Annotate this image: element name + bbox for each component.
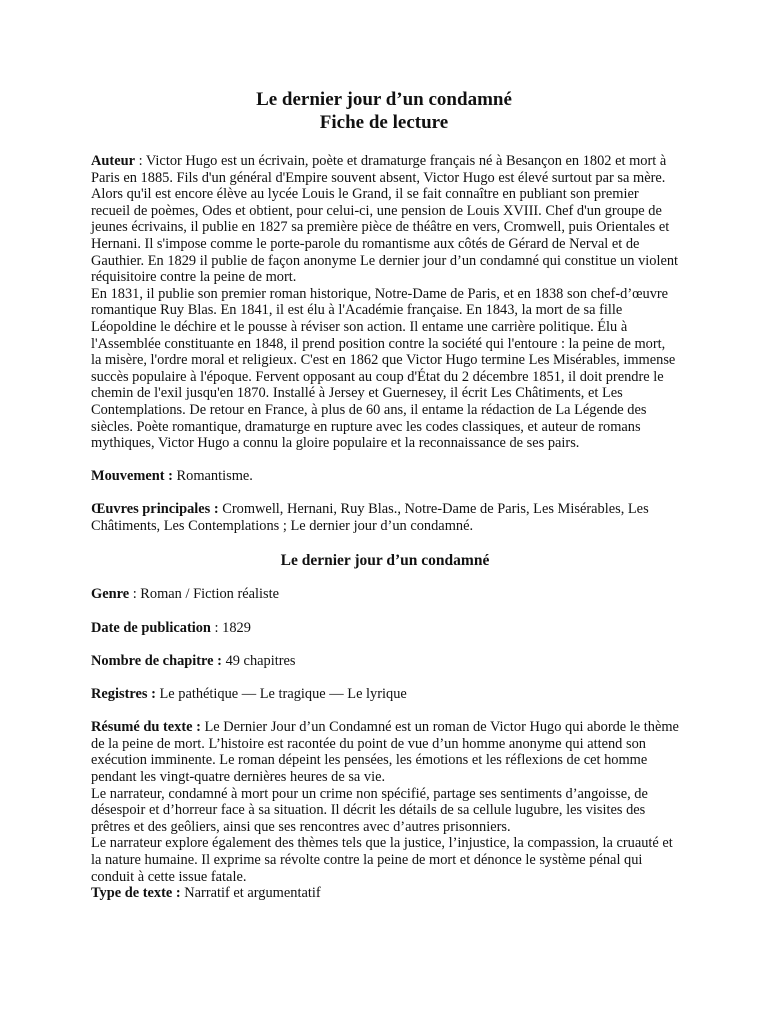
summary-text: Le Dernier Jour d’un Condamné est un roman de Victor Hugo qui aborde le thème de la peine de mort. L’histoire est racontée du point de vue d’un homme anonyme qui attend son exécution imminente. Le roman dépeint les pensées, les émotions et les réflexions de cet homme pendant les vingt-quatre dernières heures de sa vie. [91,719,679,785]
publication-label: Date de publication [91,619,211,636]
registers-label: Registres : [91,686,156,702]
title-line-1: Le dernier jour d’un condamné [256,89,512,110]
text-type-text: Narratif et argumentatif [180,885,321,902]
publication-text: : 1829 [210,619,251,636]
text-type-label: Type de texte : [91,885,181,902]
author-text: Victor Hugo est un écrivain, poète et dramaturge français né à Besançon en 1802 et mort à Paris en 1885. Fils d'un général d'Empire souvent absent, Victor Hugo est élevé surtout par sa mère. Alors qu'il est encore élève au lycée Louis le Grand, il se fait connaître en publiant son premier recueil de poèmes, Odes et obtient, pour celui-ci, une pension de Louis XVIII. Chef d'un groupe de jeunes écrivains, il publie en 1827 sa première pièce de théâtre en vers, Cromwell, puis Orientales et Hernani. Il s'impose comme le porte-parole du romantisme aux côtés de Gérard de Nerval et de Gauthier. En 1829 il publie de façon anonyme Le dernier jour d’un condamné qui constitue un violent réquisitoire contre la peine de mort. [91,153,679,286]
genre-text: : Roman / Fiction réaliste [129,586,279,603]
summary-paragraph-2: Le narrateur, condamné à mort pour un crime non spécifié, partage ses sentiments d’angoisse, de désespoir et d’horreur face à sa situation. Il décrit les détails de sa cellule lugubre, les visites des prêtres et des geôliers, ainsi que ses rencontres avec d’autres prisonniers. [91,785,648,835]
title-line-2: Fiche de lecture [319,112,449,133]
author-label: Auteur [91,153,135,169]
summary-label: Résumé du texte : [91,719,201,736]
works-label: Œuvres principales : [91,501,219,518]
author-paragraph-continued: En 1831, il publie son premier roman historique, Notre-Dame de Paris, et en 1838 son chef-d’œuvre romantique Ruy Blas. En 1841, il est élu à l'Académie française. En 1843, la mort de sa fille Léopoldine le déchire et le pousse à réviser son action. Il entame une carrière politique. Élu à l'Assemblée constituante en 1848, il prend position contre la société qui l'entoure : la peine de mort, la misère, l'ordre moral et religieux. C'est en 1862 que Victor Hugo termine Les Misérables, immense succès populaire à l'époque. Fervent opposant au coup d'État du 2 décembre 1851, il doit prendre le chemin de l'exil jusqu'en 1870. Installé à Jersey et Guernesey, il écrit Les Châtiments, et Les Contemplations. De retour en France, à plus de 60 ans, il entame la rédaction de La Légende des siècles. Poète romantique, dramaturge en rupture avec les codes classiques, et auteur de romans mythiques, Victor Hugo a connu la gloire populaire et la reconnaissance de ses pairs. [91,285,676,452]
publication-paragraph [91,620,679,637]
registers-paragraph [91,686,679,703]
document-body [91,153,679,902]
movement-paragraph [91,468,679,485]
genre-label: Genre [91,586,130,603]
chapters-label: Nombre de chapitre : [91,652,222,669]
movement-label: Mouvement : [91,468,173,485]
registers-text: Le pathétique — Le tragique — Le lyrique [155,686,407,702]
genre-paragraph [91,586,679,603]
section-title: Le dernier jour d’un condamné [280,552,490,570]
summary-paragraph-3: Le narrateur explore également des thèmes tels que la justice, l’injustice, la compassion, la cruauté et la nature humaine. Il exprime sa révolte contre la peine de mort et dénonce le système pénal qui conduit à cette issue fatale. [91,835,673,885]
text-type-paragraph [91,885,679,902]
document-title [0,88,768,134]
author-separator: : [134,153,146,169]
summary-paragraph [91,719,679,785]
movement-text: Romantisme. [172,468,253,485]
chapters-text: 49 chapitres [221,652,296,669]
author-paragraph [91,153,679,286]
works-paragraph [91,501,679,534]
chapters-paragraph [91,653,679,670]
works-text: Cromwell, Hernani, Ruy Blas., Notre-Dame de Paris, Les Misérables, Les Châtiments, Les Contemplations ; Le dernier jour d’un condamné. [91,501,649,535]
